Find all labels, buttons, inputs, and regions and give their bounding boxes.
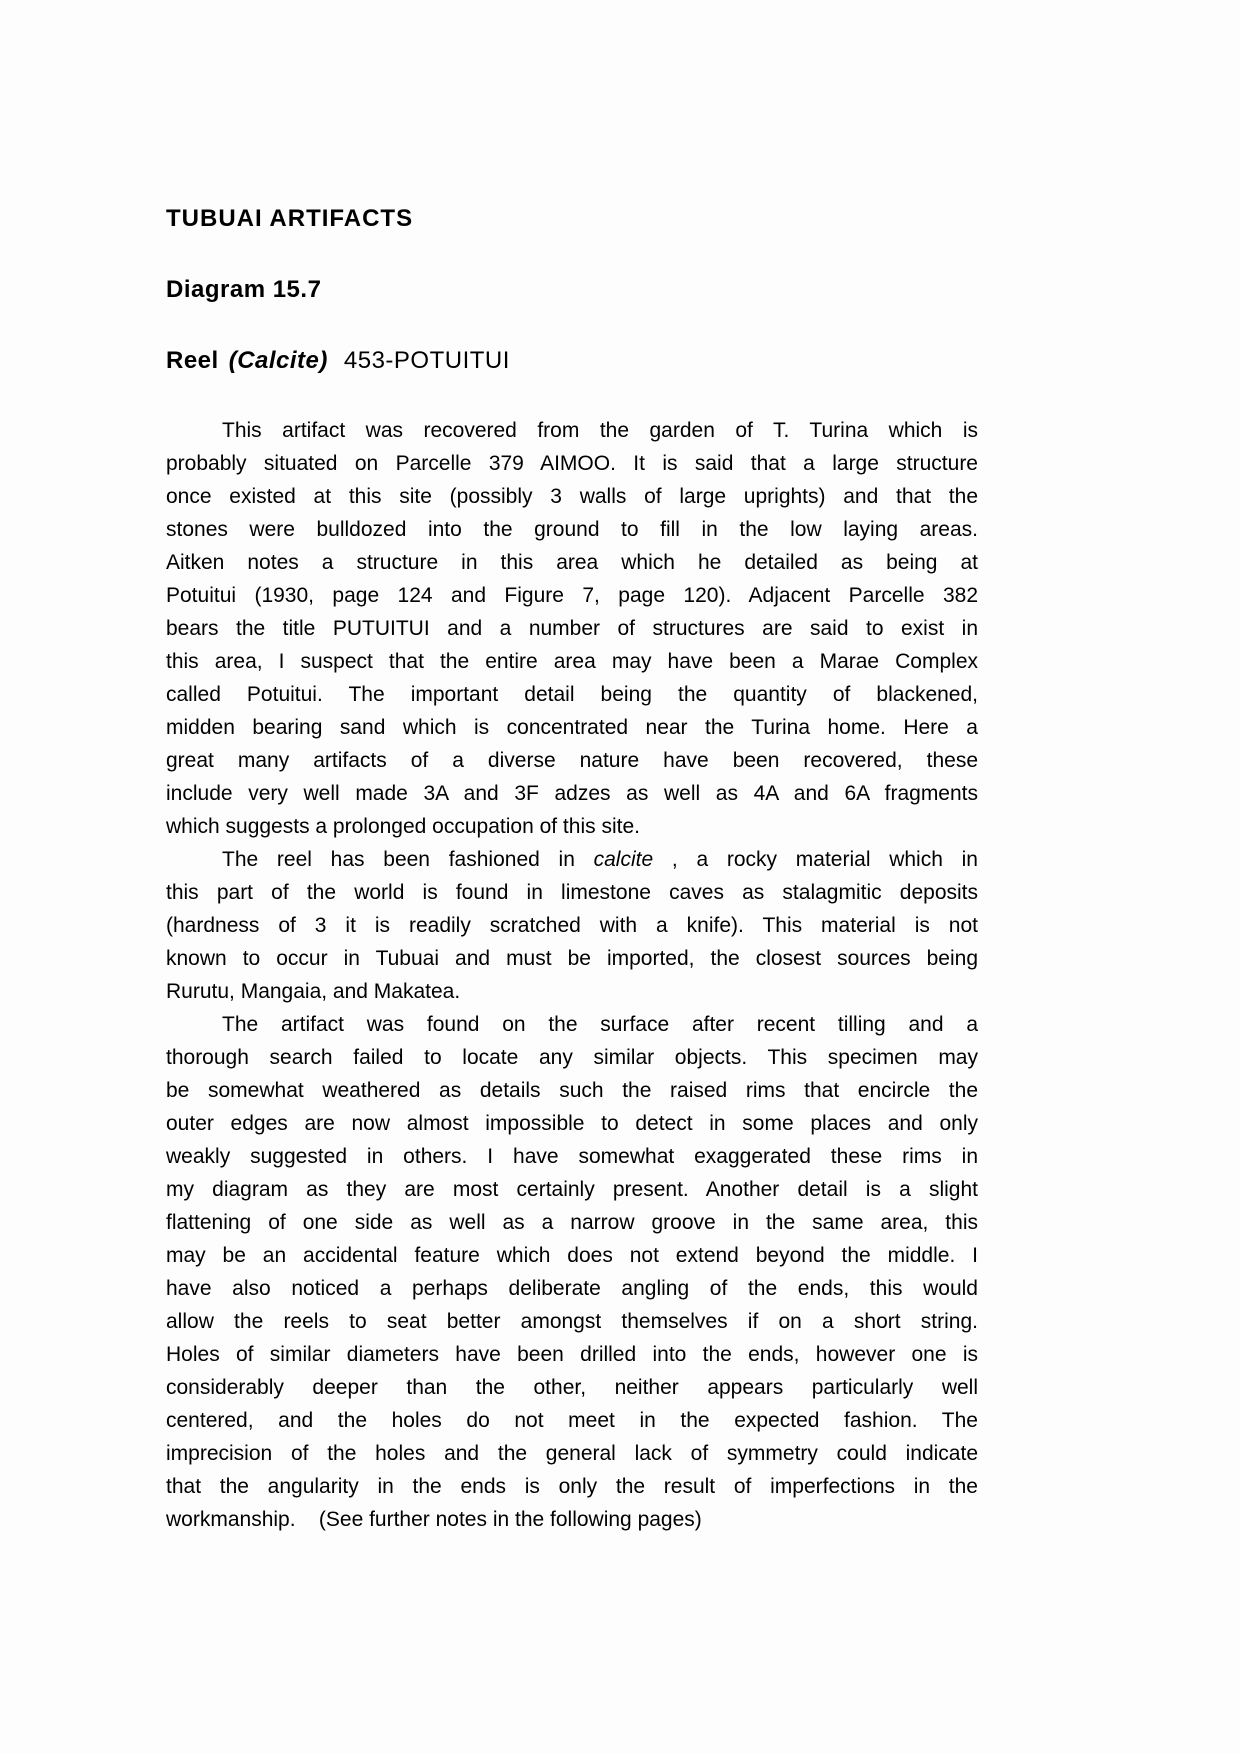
body-text <box>166 414 978 1536</box>
body-line <box>166 480 978 513</box>
body-line <box>166 579 978 612</box>
text-segment: flattening of one side as well as a narrow groove in the same area, this <box>166 1211 978 1234</box>
body-line <box>166 777 978 810</box>
text-segment: weakly suggested in others. I have somewhat exaggerated these rims in <box>166 1145 978 1168</box>
text-segment: probably situated on Parcelle 379 AIMOO. It is said that a large structure <box>166 452 978 475</box>
body-line <box>166 1173 978 1206</box>
text-segment: Holes of similar diameters have been drilled into the ends, however one is <box>166 1343 978 1366</box>
text-segment: have also noticed a perhaps deliberate angling of the ends, this would <box>166 1277 978 1300</box>
artifact-heading <box>166 348 1240 374</box>
text-segment: include very well made 3A and 3F adzes as well as 4A and 6A fragments <box>166 782 978 805</box>
text-segment: bears the title PUTUITUI and a number of structures are said to exist in <box>166 617 978 640</box>
body-line <box>166 678 978 711</box>
body-line <box>166 711 978 744</box>
text-segment: The reel has been fashioned in <box>222 848 594 871</box>
text-segment: considerably deeper than the other, neither appears particularly well <box>166 1376 978 1399</box>
body-line <box>166 1503 978 1536</box>
text-segment: imprecision of the holes and the general lack of symmetry could indicate <box>166 1442 978 1465</box>
diagram-label: Diagram 15.7 <box>166 276 322 303</box>
body-line <box>166 645 978 678</box>
body-line <box>166 1371 978 1404</box>
body-line <box>166 975 978 1008</box>
body-line <box>166 810 978 843</box>
body-line <box>166 1470 978 1503</box>
text-segment: (hardness of 3 it is readily scratched with a knife). This material is not <box>166 914 978 937</box>
body-line <box>166 1437 978 1470</box>
text-segment: stones were bulldozed into the ground to fill in the low laying areas. <box>166 518 978 541</box>
text-segment: Rurutu, Mangaia, and Makatea. <box>166 980 461 1003</box>
text-segment: may be an accidental feature which does not extend beyond the middle. I <box>166 1244 978 1267</box>
body-line <box>166 942 978 975</box>
body-line <box>166 1239 978 1272</box>
body-line <box>166 1206 978 1239</box>
page-title: TUBUAI ARTIFACTS <box>166 205 414 232</box>
artifact-name: Reel <box>166 347 219 374</box>
text-segment: workmanship. (See further notes in the following pages) <box>166 1508 702 1531</box>
text-segment: great many artifacts of a diverse nature have been recovered, these <box>166 749 978 772</box>
text-segment: this area, I suspect that the entire area may have been a Marae Complex <box>166 650 978 673</box>
text-segment: Aitken notes a structure in this area which he detailed as being at <box>166 551 978 574</box>
text-segment: called Potuitui. The important detail being the quantity of blackened, <box>166 683 978 706</box>
body-line <box>166 1008 978 1041</box>
body-line <box>166 513 978 546</box>
body-line <box>166 1404 978 1437</box>
text-segment: The artifact was found on the surface after recent tilling and a <box>222 1013 978 1036</box>
text-segment: thorough search failed to locate any similar objects. This specimen may <box>166 1046 978 1069</box>
body-line <box>166 876 978 909</box>
italic-term: calcite <box>593 848 654 871</box>
text-segment: that the angularity in the ends is only the result of imperfections in the <box>166 1475 978 1498</box>
body-line <box>166 1074 978 1107</box>
artifact-catalog: 453-POTUITUI <box>343 347 510 374</box>
body-line <box>166 1107 978 1140</box>
text-segment: Potuitui (1930, page 124 and Figure 7, page 120). Adjacent Parcelle 382 <box>166 584 978 607</box>
text-segment: outer edges are now almost impossible to detect in some places and only <box>166 1112 978 1135</box>
text-segment: centered, and the holes do not meet in the expected fashion. The <box>166 1409 978 1432</box>
body-line <box>166 1272 978 1305</box>
text-segment: midden bearing sand which is concentrated near the Turina home. Here a <box>166 716 978 739</box>
text-segment: allow the reels to seat better amongst themselves if on a short string. <box>166 1310 978 1333</box>
text-segment: , a rocky material which in <box>653 848 978 871</box>
text-segment: my diagram as they are most certainly present. Another detail is a slight <box>166 1178 978 1201</box>
body-line <box>166 744 978 777</box>
body-line <box>166 1338 978 1371</box>
body-line <box>166 1140 978 1173</box>
text-segment: be somewhat weathered as details such the raised rims that encircle the <box>166 1079 978 1102</box>
text-segment: once existed at this site (possibly 3 walls of large uprights) and that the <box>166 485 978 508</box>
body-line <box>166 546 978 579</box>
body-line <box>166 612 978 645</box>
body-line <box>166 1305 978 1338</box>
body-line <box>166 843 978 876</box>
text-segment: This artifact was recovered from the garden of T. Turina which is <box>222 419 978 442</box>
body-line <box>166 414 978 447</box>
body-line <box>166 1041 978 1074</box>
artifact-material: (Calcite) <box>228 347 328 374</box>
body-line <box>166 447 978 480</box>
text-segment: which suggests a prolonged occupation of this site. <box>166 815 640 838</box>
body-line <box>166 909 978 942</box>
text-segment: this part of the world is found in limestone caves as stalagmitic deposits <box>166 881 978 904</box>
text-segment: known to occur in Tubuai and must be imported, the closest sources being <box>166 947 978 970</box>
